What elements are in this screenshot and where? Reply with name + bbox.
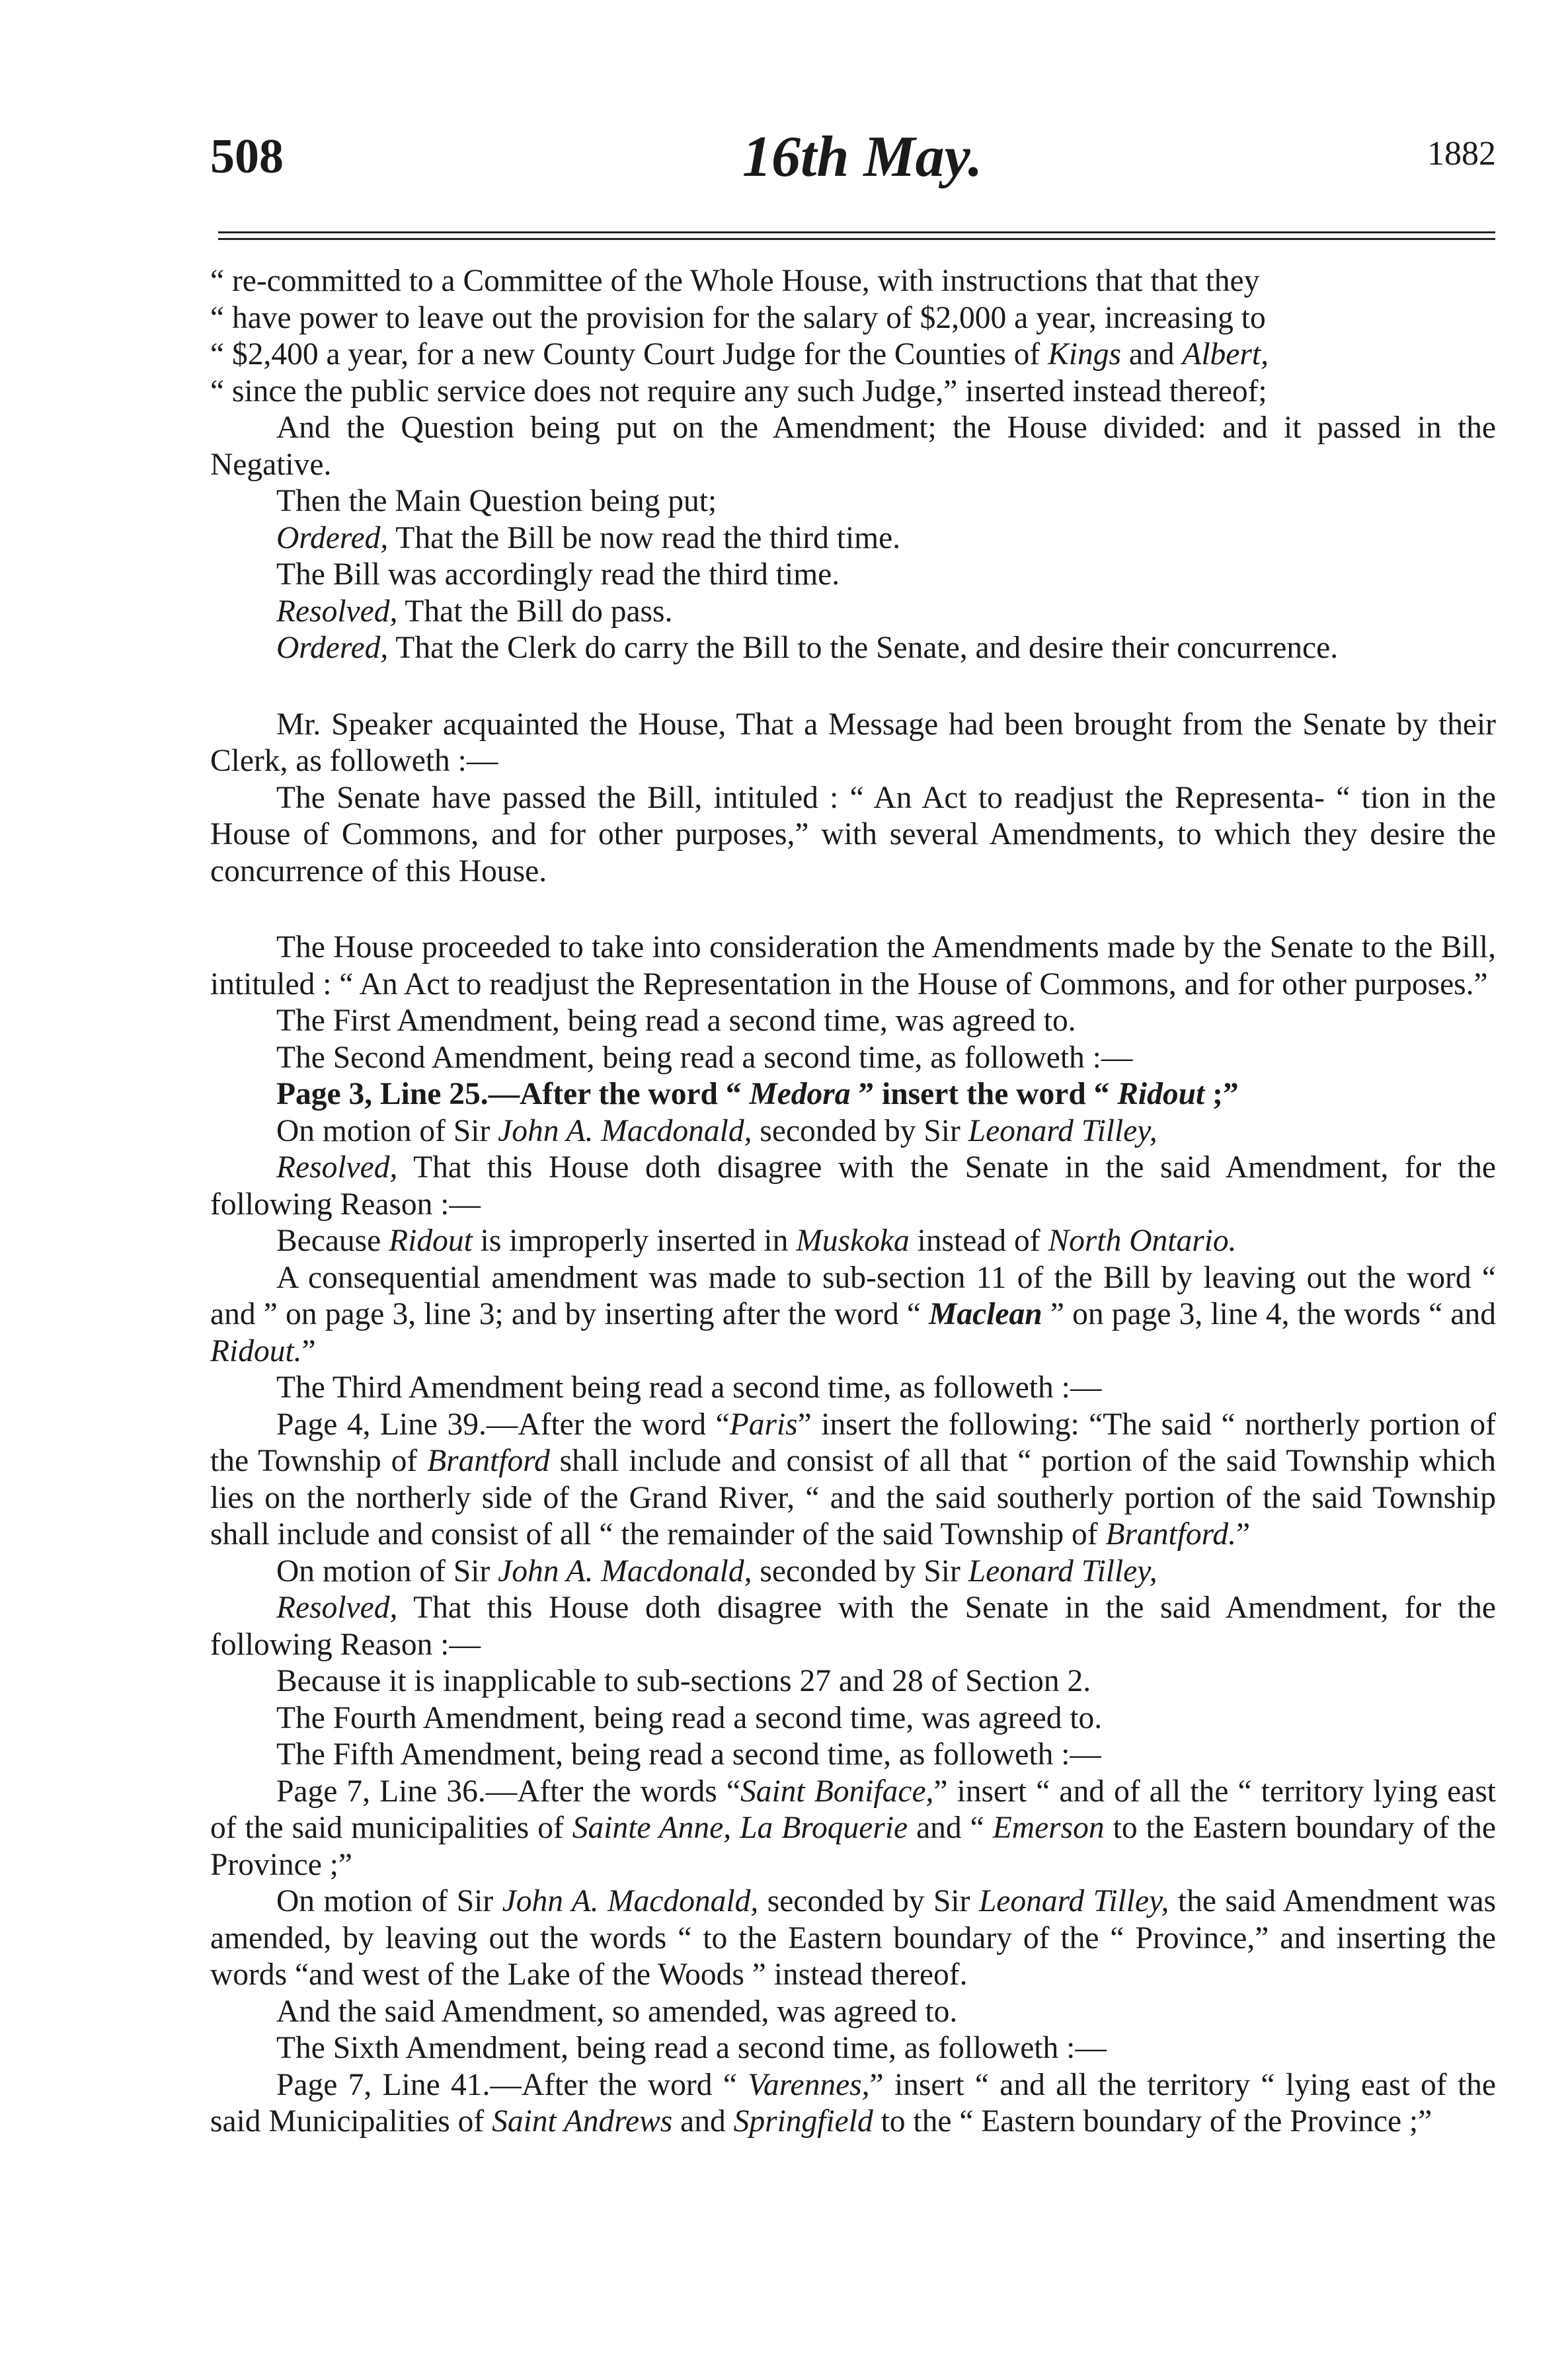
first-amendment: The First Amendment, being read a second time, was agreed to.	[276, 1004, 1076, 1038]
year-label: 1882	[1427, 135, 1496, 173]
ordered-third-reading: Ordered, That the Bill be now read the third time.	[276, 520, 901, 555]
consideration-intro: The House proceeded to take into consideration the Amendments made by the Senate to the Bill, intituled : “ An Act to readjust the Representation in the House of Commons, and for other purposes.”	[210, 930, 1496, 1002]
ordered-clerk-carry: Ordered, That the Clerk do carry the Bill to the Senate, and desire their concurrence.	[276, 631, 1339, 665]
page-header	[210, 125, 1496, 195]
motion-macdonald-2: On motion of Sir John A. Macdonald, seconded by Sir Leonard Tilley,	[276, 1554, 1157, 1589]
sixth-amendment: The Sixth Amendment, being read a second time, as followeth :—	[276, 2031, 1107, 2065]
quoted-amendment-line-4: “ since the public service does not require any such Judge,” inserted instead thereof;	[210, 374, 1267, 409]
third-reading-done: The Bill was accordingly read the third time.	[276, 557, 840, 592]
resolved-disagree-1: Resolved, That this House doth disagree with the Senate in the said Amendment, for the following Reason :—	[210, 1150, 1496, 1222]
page-7-line-36: Page 7, Line 36.—After the words “Saint Boniface,” insert “ and of all the “ territory lying east of the said municipalities of Sainte Anne, La Broquerie and “ Emerson to the Eastern boundary of the Province ;”	[210, 1774, 1496, 1882]
senate-passed-bill: The Senate have passed the Bill, intituled : “ An Act to readjust the Representa- “ tion in the House of Commons, and for other purposes,” with several Amendments, to which they desire the concurrence of this House.	[210, 780, 1496, 888]
amendment-division-result: And the Question being put on the Amendment; the House divided: and it passed in the Negative.	[210, 411, 1496, 482]
page-3-line-25: Page 3, Line 25.—After the word “ Medora ” insert the word “ Ridout ;”	[276, 1077, 1239, 1111]
motion-macdonald-1: On motion of Sir John A. Macdonald, seconded by Sir Leonard Tilley,	[276, 1113, 1157, 1148]
speaker-message: Mr. Speaker acquainted the House, That a Message had been brought from the Senate by their Clerk, as followeth :—	[210, 707, 1496, 778]
reason-inapplicable: Because it is inapplicable to sub-sections 27 and 28 of Section 2.	[276, 1664, 1091, 1698]
amended-agreed: And the said Amendment, so amended, was agreed to.	[276, 1994, 958, 2029]
section-gap	[210, 667, 1496, 707]
fourth-amendment: The Fourth Amendment, being read a second time, was agreed to.	[276, 1700, 1103, 1735]
header-rule-top	[218, 231, 1495, 233]
quoted-amendment-line-1: “ re-committed to a Committee of the Whole House, with instructions that that they	[210, 264, 1260, 298]
journal-body	[210, 263, 1496, 2141]
page-title: 16th May.	[742, 125, 983, 189]
second-amendment: The Second Amendment, being read a second time, as followeth :—	[276, 1040, 1133, 1075]
resolved-disagree-2: Resolved, That this House doth disagree with the Senate in the said Amendment, for the following Reason :—	[210, 1591, 1496, 1662]
reason-ridout: Because Ridout is improperly inserted in Muskoka instead of North Ontario.	[276, 1224, 1237, 1258]
fifth-amendment: The Fifth Amendment, being read a second time, as followeth :—	[276, 1737, 1101, 1772]
page-number: 508	[210, 130, 284, 184]
third-amendment: The Third Amendment being read a second time, as followeth :—	[276, 1370, 1102, 1405]
main-question: Then the Main Question being put;	[276, 484, 717, 518]
page-7-line-41: Page 7, Line 41.—After the word “ Varennes,” insert “ and all the territory “ lying east of the said Municipalities of Saint Andrews and Springfield to the “ Eastern boundary of the Province ;”	[210, 2067, 1496, 2139]
quoted-amendment-line-3: “ $2,400 a year, for a new County Court Judge for the Counties of Kings and Albert,	[210, 337, 1269, 372]
consequential-amendment: A consequential amendment was made to sub-section 11 of the Bill by leaving out the word “ and ” on page 3, line 3; and by inserting after the word “ Maclean ” on page 3, line 4, the words “ and Ridout.”	[210, 1260, 1496, 1368]
section-gap	[210, 890, 1496, 929]
header-rule-bottom	[218, 238, 1495, 240]
resolved-bill-pass: Resolved, That the Bill do pass.	[276, 594, 673, 629]
quoted-amendment-line-2: “ have power to leave out the provision for the salary of $2,000 a year, increasing to	[210, 300, 1266, 335]
page-4-line-39: Page 4, Line 39.—After the word “Paris” insert the following: “The said “ northerly portion of the Township of Brantford shall include and consist of all that “ portion of the said Township which lies on the northerly side of the Grand River, “ and the said southerly portion of the said Township shall include and consist of all “ the remainder of the said Township of Brantford.”	[210, 1407, 1496, 1552]
motion-macdonald-3: On motion of Sir John A. Macdonald, seconded by Sir Leonard Tilley, the said Amendment was amended, by leaving out the words “ to the Eastern boundary of the “ Province,” and inserting the words “and west of the Lake of the Woods ” instead thereof.	[210, 1884, 1497, 1992]
